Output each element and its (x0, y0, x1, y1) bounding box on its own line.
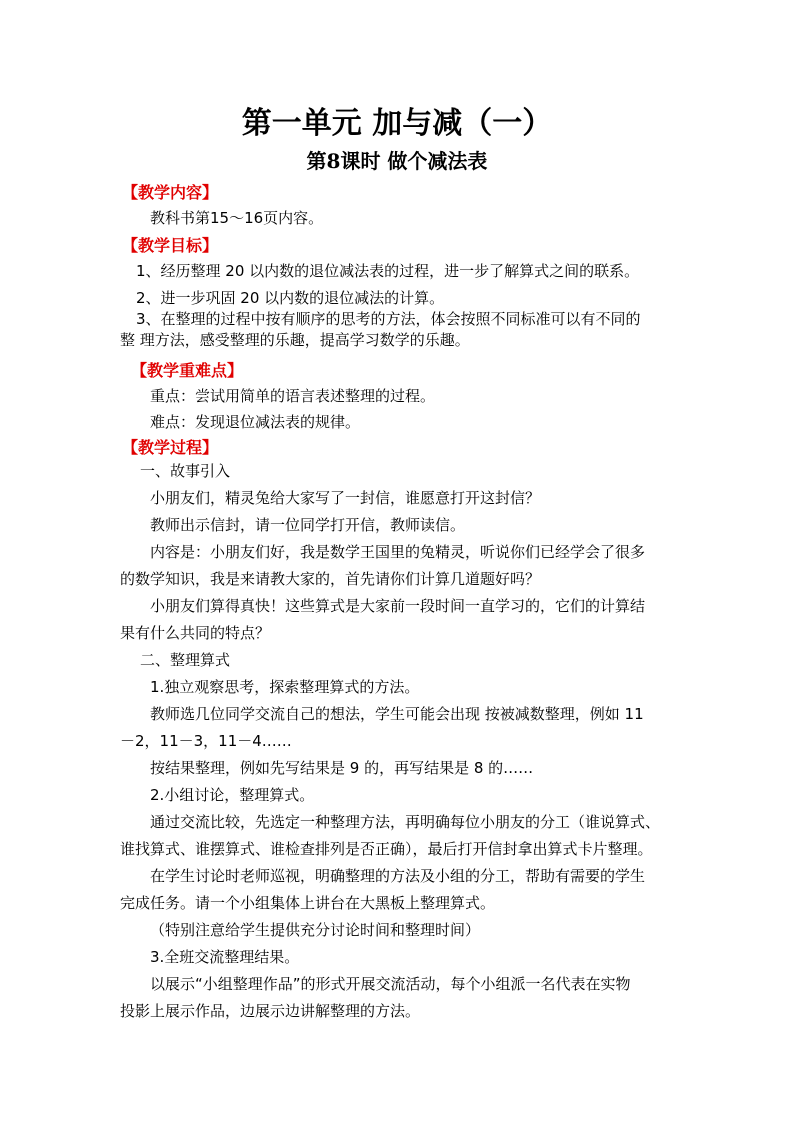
process-line: 通过交流比较，先选定一种整理方法，再明确每位小朋友的分工（谁说算式、 (150, 813, 661, 831)
process-line: 果有什么共同的特点？ (120, 624, 271, 642)
process-line: 1.独立观察思考，探索整理算式的方法。 (150, 678, 420, 696)
process-line: 3.全班交流整理结果。 (150, 948, 300, 966)
process-line: 的数学知识，我是来请教大家的，首先请你们计算几道题好吗？ (120, 570, 541, 588)
process-line: 小朋友们算得真快！这些算式是大家前一段时间一直学习的，它们的计算结 (150, 597, 646, 615)
process-line: 教师选几位同学交流自己的想法，学生可能会出现 按被减数整理，例如 11 (150, 705, 644, 723)
process-line: 完成任务。请一个小组集体上讲台在大黑板上整理算式。 (120, 894, 496, 912)
process-line: 按结果整理，例如先写结果是 9 的，再写结果是 8 的…… (150, 759, 534, 777)
process-line: （特别注意给学生提供充分讨论时间和整理时间） (150, 921, 481, 939)
heading-key: 【教学重难点】 (131, 361, 244, 380)
process-line: 小朋友们，精灵兔给大家写了一封信，谁愿意打开这封信？ (150, 489, 541, 507)
process-line: 内容是：小朋友们好，我是数学王国里的兔精灵，听说你们已经学会了很多 (150, 543, 646, 561)
process-line: 在学生讨论时老师巡视，明确整理的方法及小组的分工，帮助有需要的学生 (150, 867, 646, 885)
heading-content: 【教学内容】 (122, 183, 219, 202)
goal-line-4: 整 理方法，感受整理的乐趣，提高学习数学的乐趣。 (120, 331, 470, 349)
goal-line-3: 3、在整理的过程中按有顺序的思考的方法，体会按照不同标准可以有不同的 (136, 310, 641, 328)
goal-line-1: 1、经历整理 20 以内数的退位减法表的过程，进一步了解算式之间的联系。 (136, 262, 640, 280)
process-line: 投影上展示作品，边展示边讲解整理的方法。 (120, 1002, 421, 1020)
process-line: －2，11－3，11－4…… (120, 732, 292, 750)
process-line: 谁找算式、谁摆算式、谁检查排列是否正确），最后打开信封拿出算式卡片整理。 (120, 840, 653, 858)
heading-goals: 【教学目标】 (122, 236, 219, 255)
process-line: 教师出示信封，请一位同学打开信，教师读信。 (150, 516, 466, 534)
process-line: 一、故事引入 (140, 462, 231, 480)
heading-process: 【教学过程】 (122, 438, 219, 457)
unit-title: 第一单元 加与减（一） (241, 106, 553, 141)
goal-line-2: 2、进一步巩固 20 以内数的退位减法的计算。 (136, 289, 445, 307)
key-line-1: 重点：尝试用简单的语言表述整理的过程。 (150, 387, 436, 405)
key-line-2: 难点：发现退位减法表的规律。 (150, 413, 361, 431)
process-line: 以展示“小组整理作品”的形式开展交流活动，每个小组派一名代表在实物 (150, 975, 631, 993)
process-line: 二、整理算式 (140, 651, 231, 669)
content-line: 教科书第15～16页内容。 (150, 209, 324, 227)
lesson-subtitle: 第8课时 做个减法表 (306, 149, 488, 173)
process-line: 2.小组讨论，整理算式。 (150, 786, 315, 804)
